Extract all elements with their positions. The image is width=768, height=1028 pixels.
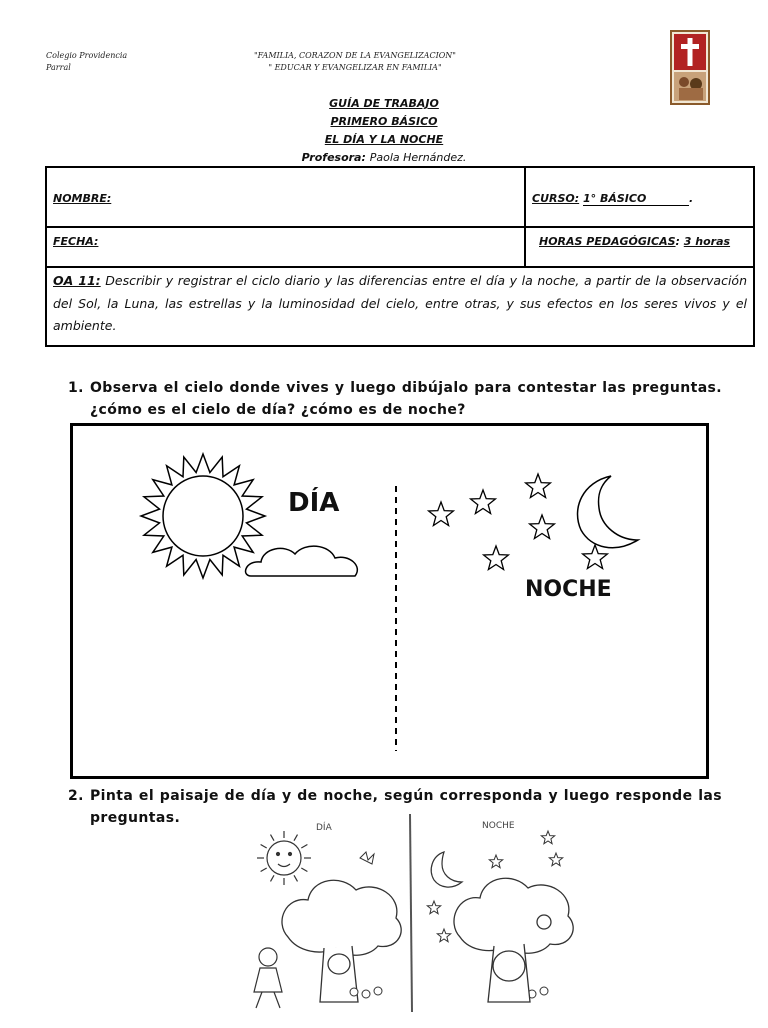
teacher-line bbox=[0, 151, 768, 164]
night-star-icon bbox=[541, 831, 554, 844]
moon-icon bbox=[578, 476, 638, 548]
info-table bbox=[45, 166, 755, 347]
cloud-icon bbox=[246, 546, 358, 576]
name-label: NOMBRE: bbox=[53, 192, 112, 205]
butterfly-icon bbox=[360, 852, 374, 864]
grade-title: PRIMERO BÁSICO bbox=[330, 115, 438, 128]
course-cell: CURSO: 1° BÁSICO . bbox=[532, 192, 694, 205]
night-tree-icon bbox=[454, 878, 573, 1002]
school-logo bbox=[670, 30, 710, 105]
day-night-illustration bbox=[73, 426, 706, 776]
learning-objective bbox=[53, 270, 747, 338]
teacher-name: Paola Hernández. bbox=[369, 151, 467, 164]
question-1-text: Observa el cielo donde vives y luego dibújalo para contestar las preguntas. ¿cómo es el cielo de día? ¿cómo es de noche? bbox=[90, 380, 722, 418]
motto-line-1: "FAMILIA, CORAZON DE LA EVANGELIZACION" bbox=[254, 51, 456, 60]
night-label: NOCHE bbox=[525, 577, 612, 602]
sun-face-icon bbox=[257, 831, 311, 885]
teacher-label: Profesora: bbox=[301, 151, 366, 164]
oa-label: OA 11: bbox=[53, 273, 101, 288]
night-star-icon bbox=[549, 853, 562, 866]
question-1-number: 1. bbox=[68, 380, 84, 396]
landscape-night-label: NOCHE bbox=[482, 821, 515, 831]
day-tree-icon bbox=[282, 880, 401, 1002]
motto-line-2: " EDUCAR Y EVANGELIZAR EN FAMILIA" bbox=[268, 63, 442, 72]
course-label: CURSO: bbox=[532, 192, 580, 205]
star-icon bbox=[526, 474, 551, 498]
night-moon-icon bbox=[431, 852, 462, 887]
night-star-icon bbox=[489, 855, 502, 868]
course-value: 1° BÁSICO bbox=[583, 192, 689, 206]
question-2-text: Pinta el paisaje de día y de noche, según corresponda y luego responde las preguntas. bbox=[90, 788, 722, 826]
landscape-coloring-image[interactable] bbox=[238, 812, 593, 1024]
star-icon bbox=[583, 545, 608, 569]
question-1 bbox=[68, 377, 722, 421]
guide-title: GUÍA DE TRABAJO bbox=[329, 97, 439, 110]
girl-icon bbox=[254, 948, 282, 1008]
question-2-number: 2. bbox=[68, 788, 84, 804]
day-label: DÍA bbox=[288, 488, 340, 518]
star-icon bbox=[429, 502, 454, 526]
school-name: Colegio Providencia bbox=[46, 51, 128, 60]
star-icon bbox=[471, 490, 496, 514]
sun-icon bbox=[141, 454, 265, 578]
drawing-box[interactable] bbox=[70, 423, 709, 779]
hours-value: 3 horas bbox=[683, 235, 731, 248]
school-city: Parral bbox=[46, 63, 71, 72]
hours-cell: HORAS PEDAGÓGICAS: 3 horas bbox=[539, 235, 731, 248]
oa-text: Describir y registrar el ciclo diario y las diferencias entre el día y la noche, a partir de la observación del Sol, la Luna, las estrellas y la luminosidad del cielo, entre otras, y sus efectos en los seres vivos y el ambiente. bbox=[53, 273, 747, 333]
hours-label: HORAS PEDAGÓGICAS bbox=[539, 235, 676, 248]
night-star-icon bbox=[427, 901, 440, 914]
star-icon bbox=[530, 515, 555, 539]
topic-title: EL DÍA Y LA NOCHE bbox=[324, 133, 444, 146]
landscape-divider bbox=[410, 814, 412, 1012]
landscape-day-label: DÍA bbox=[316, 823, 332, 833]
night-star-icon bbox=[437, 929, 450, 942]
date-field[interactable] bbox=[147, 231, 507, 257]
star-icon bbox=[484, 546, 509, 570]
name-field[interactable] bbox=[167, 182, 507, 210]
info-column-divider bbox=[524, 168, 526, 268]
date-label: FECHA: bbox=[53, 235, 99, 248]
